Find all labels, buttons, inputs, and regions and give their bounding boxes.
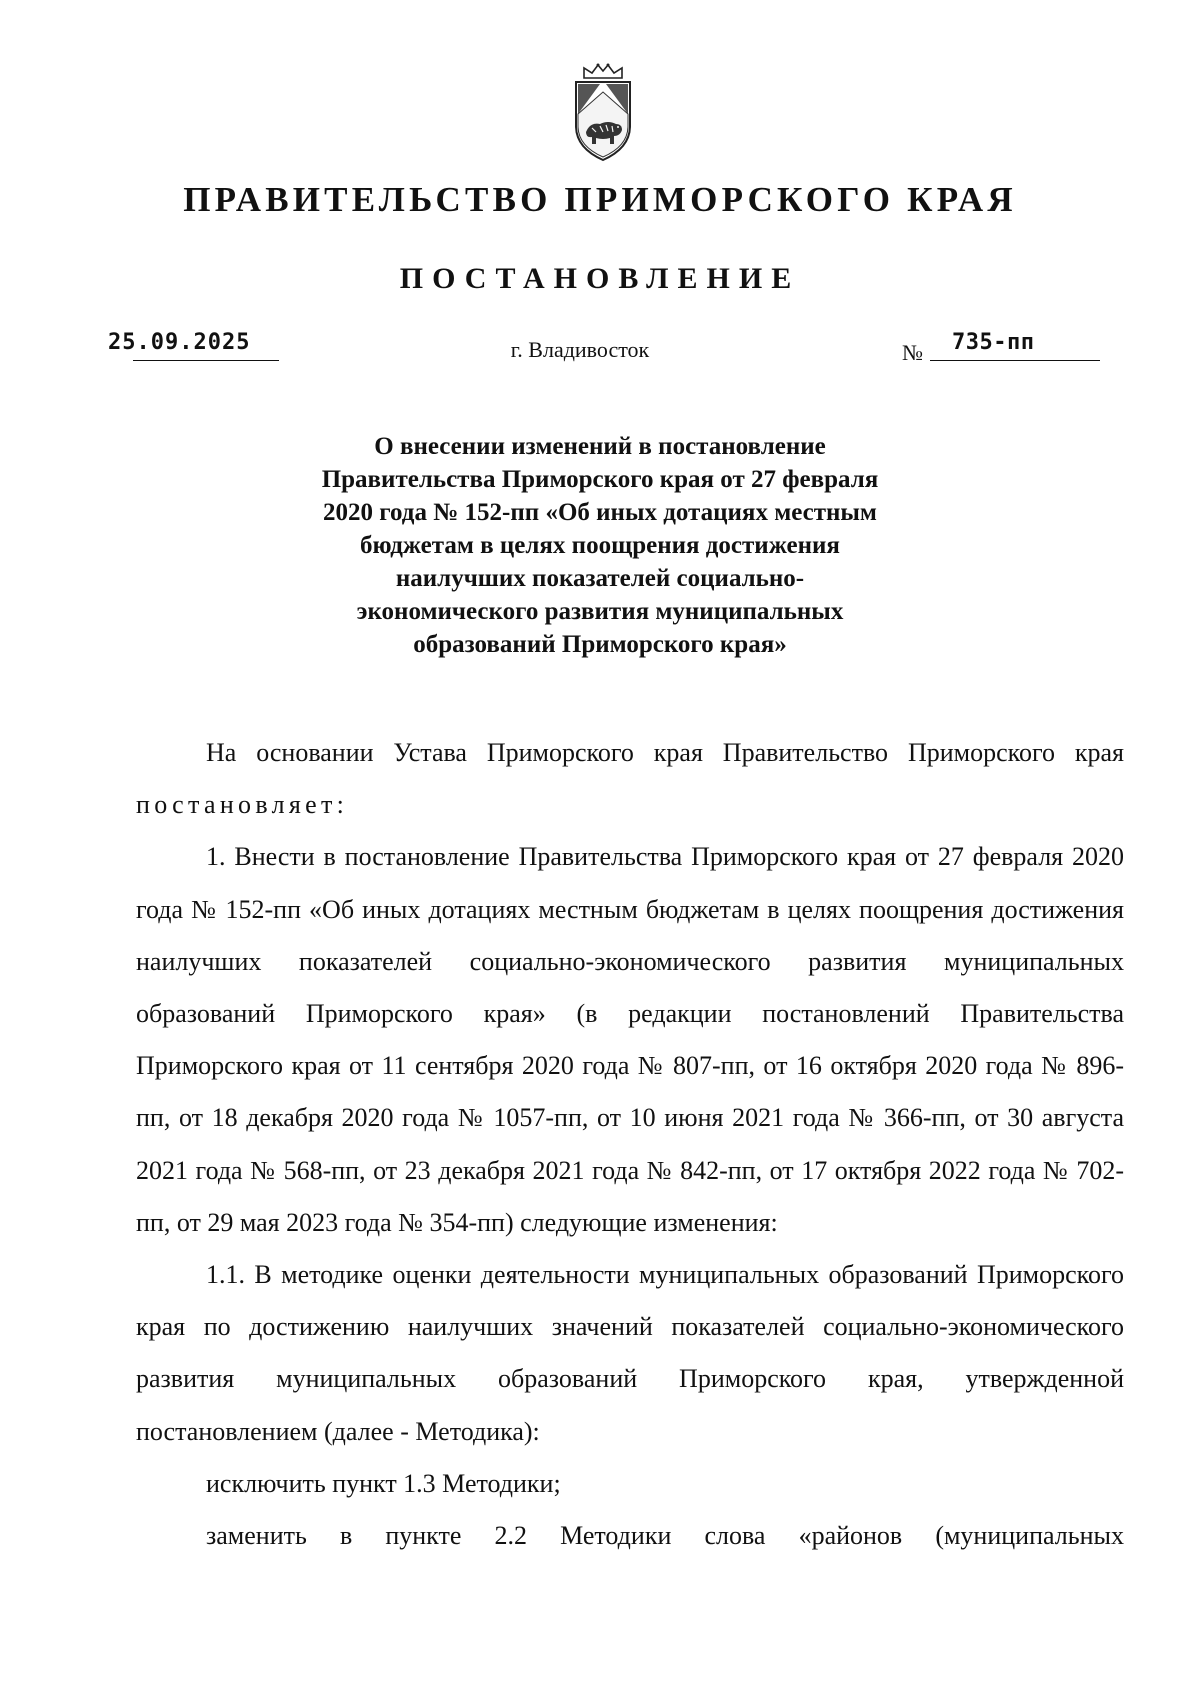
resolves-word: постановляет: xyxy=(136,790,349,820)
item-exclude: исключить пункт 1.3 Методики; xyxy=(206,1468,561,1498)
document-type: ПОСТАНОВЛЕНИЕ xyxy=(399,262,801,295)
paragraph-1-1: 1.1. В методике оценки деятельности муниципальных образований Приморского края по достижению наилучших значений показателей социально-экономического развития муниципальных образований Приморского края, утвержденной постановлением (далее - Методика): xyxy=(136,1260,1124,1446)
title-line: 2020 года № 152-пп «Об иных дотациях местным xyxy=(323,499,877,526)
title-line: О внесении изменений в постановление xyxy=(374,433,826,460)
title-line: бюджетам в целях поощрения достижения xyxy=(360,532,840,559)
document-city: г. Владивосток xyxy=(510,337,650,362)
item-replace: заменить в пункте 2.2 Методики слова «районов (муниципальных xyxy=(206,1521,1124,1551)
number-underline xyxy=(930,360,1100,361)
preamble-text: На основании Устава Приморского края Правительство Приморского края xyxy=(206,738,1124,767)
document-date: 25.09.2025 xyxy=(108,330,251,355)
document-title xyxy=(0,430,1200,661)
document-body xyxy=(136,727,1124,1562)
coat-of-arms-icon xyxy=(570,62,636,162)
number-sign: № xyxy=(902,340,923,365)
document-number: 735-пп xyxy=(952,330,1035,355)
preamble-paragraph xyxy=(136,727,1124,831)
government-name: ПРАВИТЕЛЬСТВО ПРИМОРСКОГО КРАЯ xyxy=(183,180,1017,219)
title-line: образований Приморского края» xyxy=(413,631,787,658)
title-line: наилучших показателей социально- xyxy=(395,565,805,592)
title-line: Правительства Приморского края от 27 февраля xyxy=(321,466,879,493)
paragraph-1: 1. Внести в постановление Правительства Приморского края от 27 февраля 2020 года № 152-пп «Об иных дотациях местным бюджетам в целях поощрения достижения наилучших показателей социально-экономического развития муниципальных образований Приморского края» (в редакции постановлений Правительства Приморского края от 11 сентября 2020 года № 807-пп, от 16 октября 2020 года № 896-пп, от 18 декабря 2020 года № 1057-пп, от 10 июня 2021 года № 366-пп, от 30 августа 2021 года № 568-пп, от 23 декабря 2021 года № 842-пп, от 17 октября 2022 года № 702-пп, от 29 мая 2023 года № 354-пп) следующие изменения: xyxy=(136,842,1124,1237)
title-line: экономического развития муниципальных xyxy=(356,598,844,625)
